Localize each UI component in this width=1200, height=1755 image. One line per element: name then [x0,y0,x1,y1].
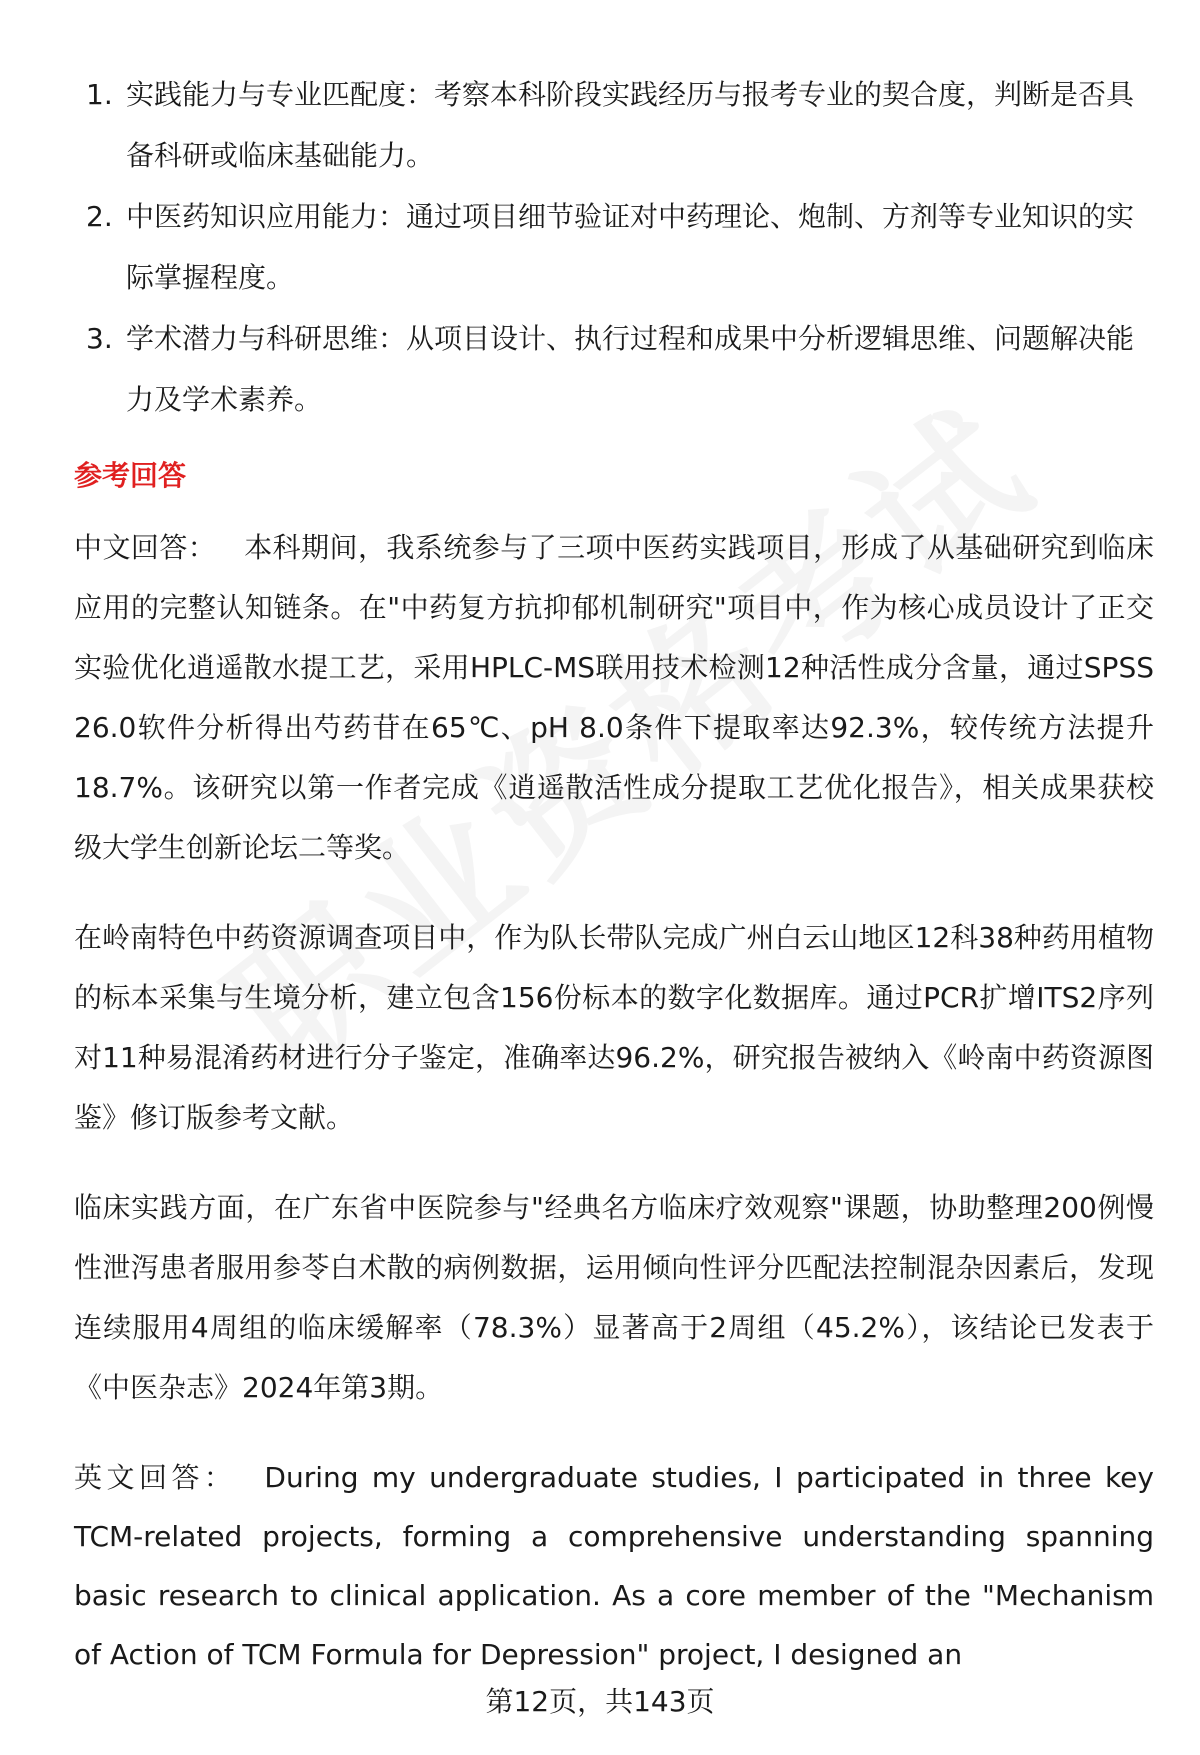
chinese-answer-text: 本科期间，我系统参与了三项中医药实践项目，形成了从基础研究到临床应用的完整认知链条。在"中药复方抗抑郁机制研究"项目中，作为核心成员设计了正交实验优化逍遥散水提工艺，采用HPLC-MS联用技术检测12种活性成分含量，通过SPSS 26.0软件分析得出芍药苷在65℃、pH 8.0条件下提取率达92.3%，较传统方法提升18.7%。该研究以第一作者完成《逍遥散活性成分提取工艺优化报告》，相关成果获校级大学生创新论坛二等奖。 [74,531,1154,864]
page-number-footer: 第12页，共143页 [485,1685,715,1718]
criteria-item [74,308,1154,430]
chinese-answer-text: 在岭南特色中药资源调查项目中，作为队长带队完成广州白云山地区12科38种药用植物的标本采集与生境分析，建立包含156份标本的数字化数据库。通过PCR扩增ITS2序列对11种易混淆药材进行分子鉴定，准确率达96.2%，研究报告被纳入《岭南中药资源图鉴》修订版参考文献。 [74,921,1154,1134]
section-title: 参考回答 [74,459,187,492]
chinese-answer-prefix: 中文回答： [74,531,217,564]
chinese-answer-paragraph [74,1178,1154,1418]
criteria-item [74,186,1154,308]
criteria-text: 中医药知识应用能力：通过项目细节验证对中药理论、炮制、方剂等专业知识的实际掌握程度。 [126,200,1135,294]
criteria-list [74,64,1154,430]
criteria-number: 2. [86,200,113,233]
criteria-number: 1. [86,78,113,111]
english-answer-paragraph [74,1448,1154,1684]
criteria-item [74,64,1154,186]
page-content [74,64,1154,1714]
criteria-text: 实践能力与专业匹配度：考察本科阶段实践经历与报考专业的契合度，判断是否具备科研或临床基础能力。 [126,78,1135,172]
chinese-answer-paragraph [74,908,1154,1148]
chinese-answer-text: 临床实践方面，在广东省中医院参与"经典名方临床疗效观察"课题，协助整理200例慢性泄泻患者服用参苓白术散的病例数据，运用倾向性评分匹配法控制混杂因素后，发现连续服用4周组的临床缓解率（78.3%）显著高于2周组（45.2%），该结论已发表于《中医杂志》2024年第3期。 [74,1191,1154,1404]
criteria-text: 学术潜力与科研思维：从项目设计、执行过程和成果中分析逻辑思维、问题解决能力及学术素养。 [126,322,1135,416]
english-answer-prefix: 英文回答： [74,1461,237,1494]
english-answer-text: During my undergraduate studies, I participated in three key TCM-related projects, forming a comprehensive understanding spanning basic research to clinical application. As a core member of the "Mechanism of Action of TCM Formula for Depression" project, I designed an [74,1461,1154,1671]
criteria-number: 3. [86,322,113,355]
chinese-answer-paragraph [74,518,1154,878]
